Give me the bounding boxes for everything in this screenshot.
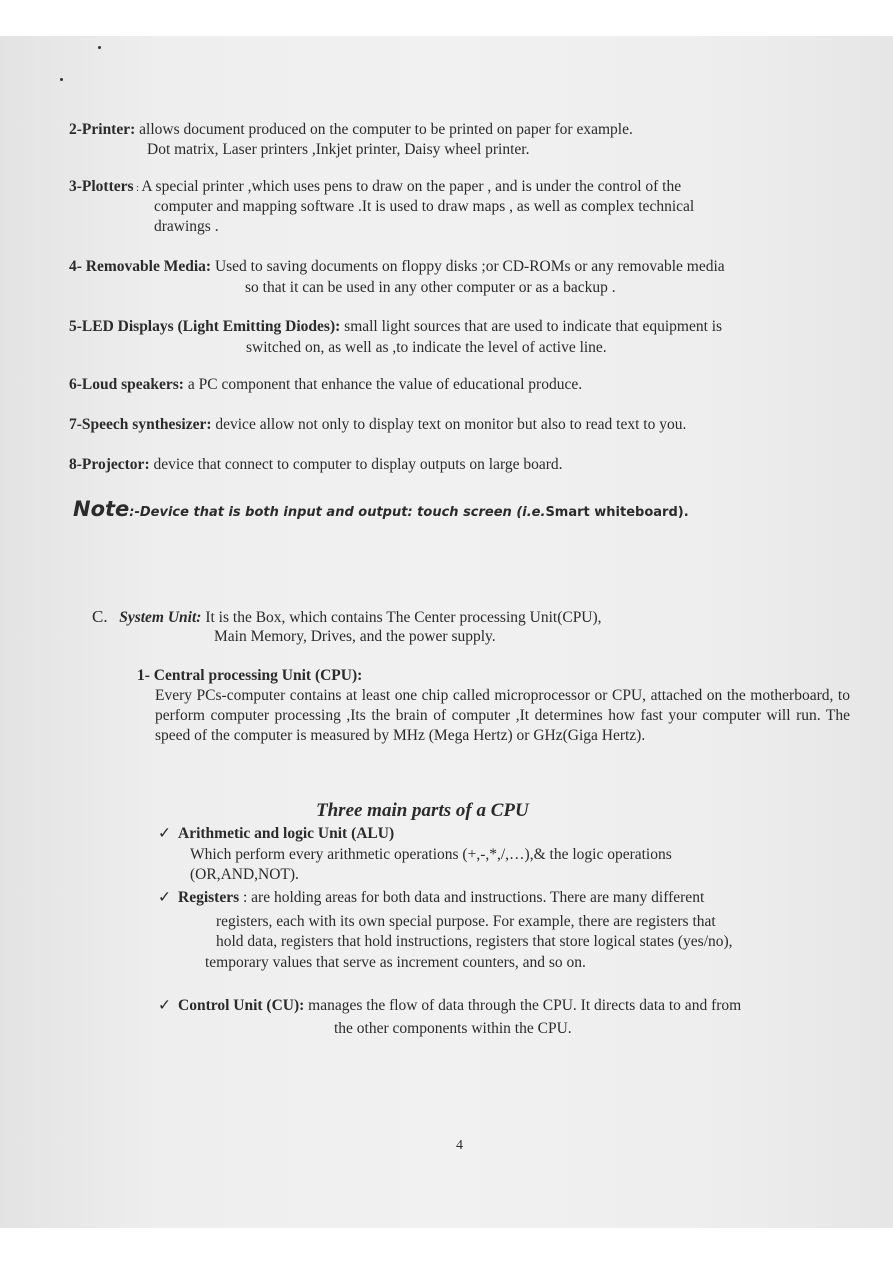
item-continuation: switched on, as well as ,to indicate the level of active line. <box>246 339 607 356</box>
item-plotters <box>69 177 681 199</box>
item-label: 3-Plotters <box>69 178 134 195</box>
control-unit-text: the other components within the CPU. <box>334 1020 572 1037</box>
registers-text: registers, each with its own special purpose. For example, there are registers that <box>216 913 716 930</box>
item-text: small light sources that are used to indicate that equipment is <box>340 318 723 335</box>
item-separator: : <box>133 183 142 194</box>
note-text: :-Device that is both input and output: touch screen (i.e. <box>129 505 546 520</box>
system-unit-continuation: Main Memory, Drives, and the power supply. <box>214 628 496 645</box>
speck-mark <box>98 46 101 49</box>
item-led-displays <box>69 317 722 337</box>
item-text: device that connect to computer to display outputs on large board. <box>149 456 563 473</box>
item-printer <box>69 120 633 140</box>
item-label: 4- Removable Media: <box>69 258 212 275</box>
alu-item <box>158 824 394 844</box>
item-label: 6-Loud speakers: <box>69 376 184 393</box>
item-projector <box>69 455 563 475</box>
check-icon: ✓ <box>158 997 171 1014</box>
registers-text: : are holding areas for both data and instructions. There are many different <box>239 889 705 906</box>
item-text: device allow not only to display text on monitor but also to read text to you. <box>211 416 687 433</box>
note-text-end: Smart whiteboard). <box>545 505 689 520</box>
parts-title: Three main parts of a CPU <box>316 800 529 821</box>
control-unit-label: Control Unit (CU): <box>178 997 305 1014</box>
system-unit-text: It is the Box, which contains The Center processing Unit(CPU), <box>201 609 602 626</box>
check-icon: ✓ <box>158 889 171 906</box>
item-text: Used to saving documents on floppy disks ;or CD-ROMs or any removable media <box>211 258 725 275</box>
cpu-heading: 1- Central processing Unit (CPU): <box>137 667 363 684</box>
page-number: 4 <box>456 1138 463 1153</box>
speck-mark <box>60 78 63 81</box>
item-text: allows document produced on the computer to be printed on paper for example. <box>135 121 633 138</box>
registers-text: hold data, registers that hold instructions, registers that store logical states (yes/no), <box>216 933 733 950</box>
note-line <box>73 496 689 526</box>
item-text: a PC component that enhance the value of educational produce. <box>183 376 583 393</box>
registers-label: Registers <box>178 889 240 906</box>
control-unit-text: manages the flow of data through the CPU. It directs data to and from <box>304 997 742 1014</box>
control-unit-item <box>158 996 741 1016</box>
item-removable-media <box>69 257 725 277</box>
item-label: 8-Projector: <box>69 456 150 473</box>
system-unit-line <box>92 607 602 628</box>
note-word: Note <box>73 497 130 521</box>
system-unit-title: System Unit: <box>119 609 202 626</box>
item-label: 2-Printer: <box>69 121 136 138</box>
alu-label: Arithmetic and logic Unit (ALU) <box>178 825 395 842</box>
item-loud-speakers <box>69 375 582 395</box>
alu-text: (OR,AND,NOT). <box>190 866 299 883</box>
item-continuation: so that it can be used in any other computer or as a backup . <box>245 279 616 296</box>
item-continuation: Dot matrix, Laser printers ,Inkjet printer, Daisy wheel printer. <box>147 141 530 158</box>
item-label: 5-LED Displays (Light Emitting Diodes): <box>69 318 341 335</box>
item-continuation: drawings . <box>154 218 219 235</box>
item-continuation: computer and mapping software .It is used to draw maps , as well as complex technical <box>154 198 695 215</box>
item-label: 7-Speech synthesizer: <box>69 416 212 433</box>
document-page <box>0 36 893 1228</box>
item-text: A special printer ,which uses pens to draw on the paper , and is under the control of the <box>141 178 682 195</box>
item-speech-synthesizer <box>69 415 686 435</box>
check-icon: ✓ <box>158 825 171 842</box>
registers-item <box>158 888 704 908</box>
alu-text: Which perform every arithmetic operations (+,-,*,/,…),& the logic operations <box>190 846 672 863</box>
section-letter: C. <box>92 607 108 626</box>
registers-text: temporary values that serve as increment counters, and so on. <box>205 954 586 971</box>
cpu-paragraph: Every PCs-computer contains at least one chip called microprocessor or CPU, attached on the motherboard, to perform computer processing ,Its the brain of computer ,It determines how fast your computer will run. The speed of the computer is measured by MHz (Mega Hertz) or GHz(Giga Hertz). <box>155 687 850 744</box>
